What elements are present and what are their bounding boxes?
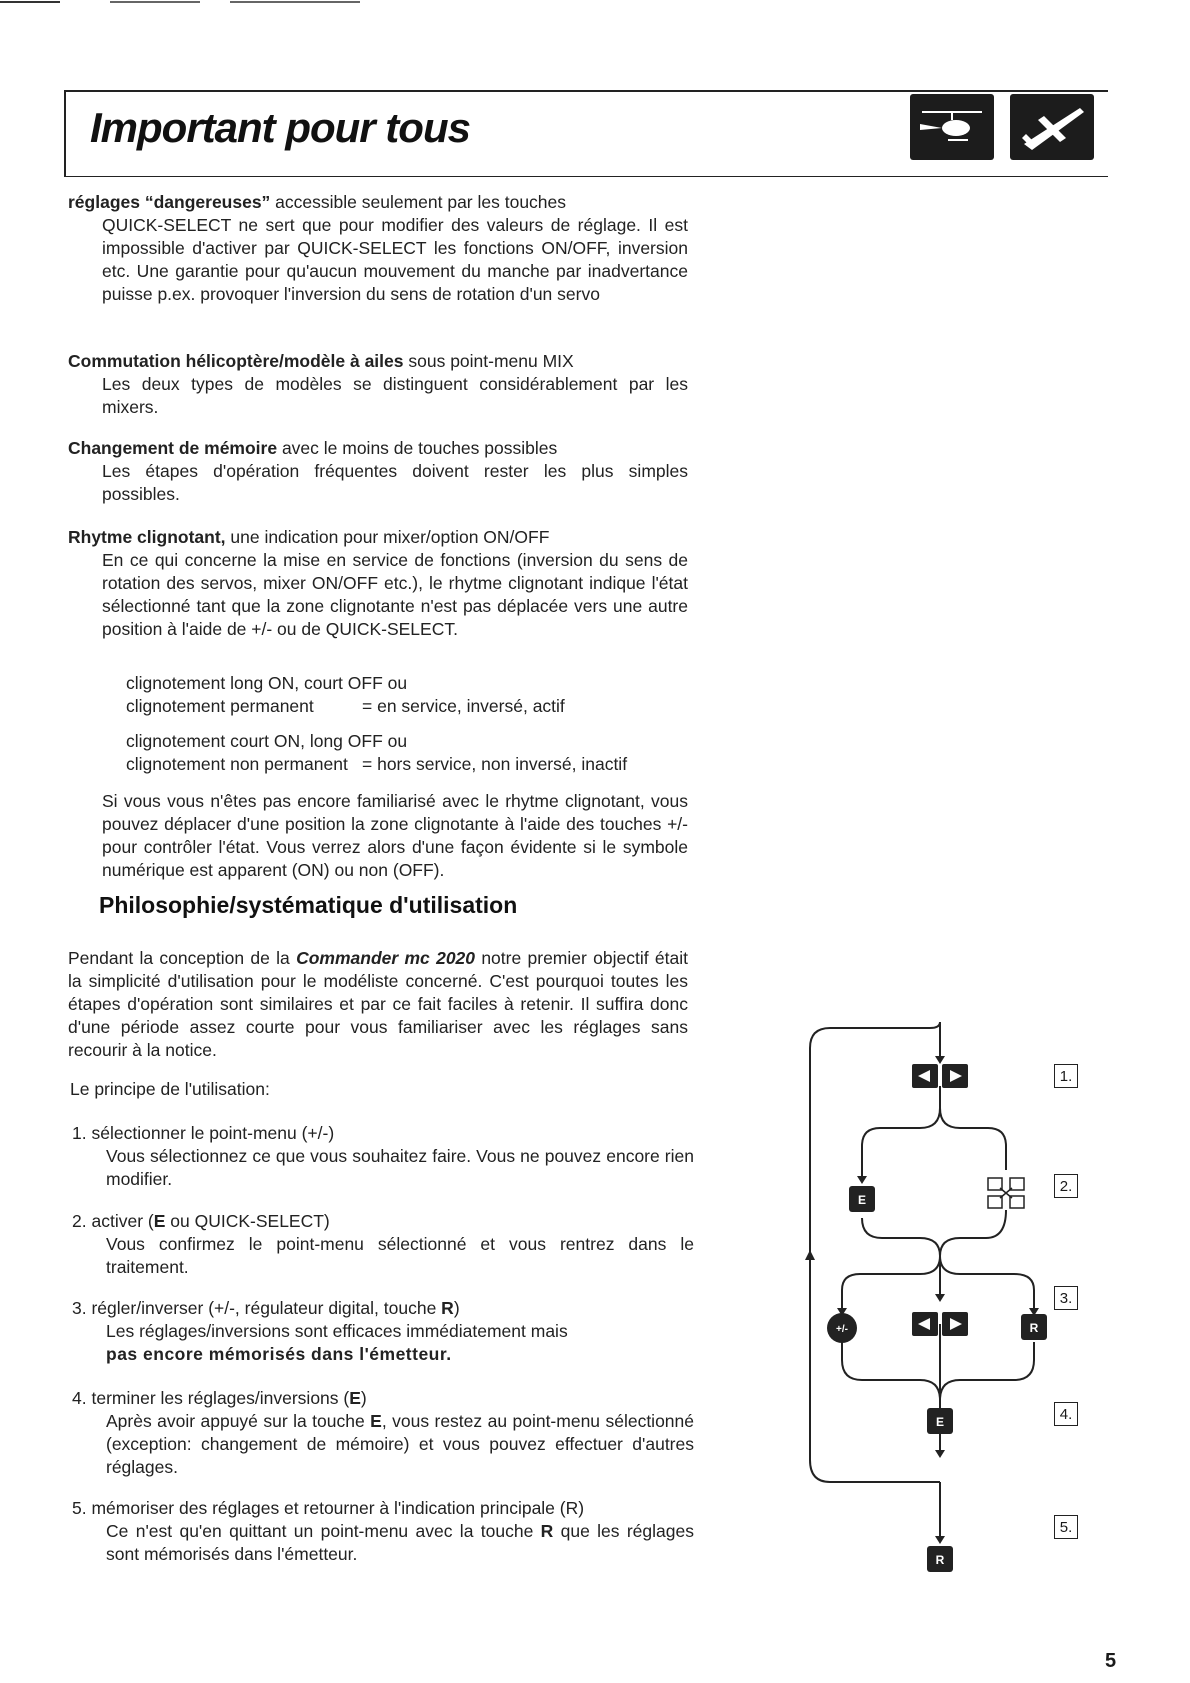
step-title: régler/inverser (+/-, régulateur digital, touche [91, 1298, 442, 1318]
step-3 [72, 1297, 694, 1366]
blink-note: Si vous vous n'êtes pas encore familiarisé avec le rhytme clignotant, vous pouvez déplacer d'une position la zone clignotante à l'aide des touches +/- pour contrôler l'état. Vous verrez alors d'une façon évidente si le symbole numérique est apparent (ON) ou non (OFF). [102, 791, 688, 880]
step-number: 4. [72, 1388, 87, 1408]
step-body: Vous confirmez le point-menu sélectionné et vous rentrez dans le traitement. [106, 1234, 694, 1277]
term: Changement de mémoire [68, 438, 278, 458]
key-r: R [441, 1298, 454, 1318]
digital-dial-icon [827, 1313, 857, 1343]
block-blink-rhythm [68, 526, 688, 641]
scan-marks [0, 0, 380, 6]
section-heading: Philosophie/systématique d'utilisation [99, 892, 518, 918]
r-key-3 [1021, 1314, 1047, 1340]
step-4 [72, 1387, 694, 1479]
block-model-switch [68, 350, 688, 419]
step-title: terminer les réglages/inversions ( [91, 1388, 350, 1408]
blink-line: clignotement non permanent [126, 754, 348, 774]
blink-line: clignotement court ON, long OFF ou [126, 731, 408, 751]
svg-text:E: E [857, 1193, 867, 1207]
page-title: Important pour tous [90, 104, 470, 151]
quick-select-icon [988, 1178, 1024, 1208]
section-intro [68, 947, 688, 1062]
block-body: Les étapes d'opération fréquentes doivent rester les plus simples possibles. [102, 461, 688, 504]
block-dangerous-settings [68, 191, 688, 306]
svg-text:+/-: +/- [836, 1324, 848, 1335]
lead: une indication pour mixer/option ON/OFF [225, 527, 550, 547]
step-body: Ce n'est qu'en quittant un point-menu avec la touche R que les réglages sont mémorisés dans l'émetteur. [106, 1521, 694, 1564]
e-key-2 [849, 1186, 875, 1212]
intro-text: Pendant la conception de la [68, 948, 297, 968]
blink-table-a [126, 672, 706, 718]
blink-table-b [126, 730, 706, 776]
blink-value: = en service, inversé, actif [362, 696, 565, 716]
step-number: 2. [72, 1211, 87, 1231]
step-number: 3. [72, 1298, 87, 1318]
flow-step-label: 1. [1054, 1064, 1078, 1088]
flow-step-label: 5. [1054, 1515, 1078, 1539]
step-body: Après avoir appuyé sur la touche E, vous restez au point-menu sélectionné (exception: changement de mémoire) et vous pouvez effectuer d'autres réglages. [106, 1411, 694, 1477]
block-body: QUICK-SELECT ne sert que pour modifier des valeurs de réglage. Il est impossible d'activer par QUICK-SELECT les fonctions ON/OFF, inversion etc. Une garantie pour qu'aucun mouvement du manche par inadvertance puisse p.ex. provoquer l'inversion du sens de rotation d'un servo [102, 215, 688, 304]
flow-step-label: 3. [1054, 1286, 1078, 1310]
step-title: ) [453, 1298, 460, 1318]
flow-step-label: 2. [1054, 1174, 1078, 1198]
step-title: activer ( [91, 1211, 154, 1231]
lead: accessible seulement par les touches [270, 192, 567, 212]
product-name: Commander mc 2020 [296, 948, 476, 968]
step-title: ) [360, 1388, 367, 1408]
block-body: Les deux types de modèles se distinguent considérablement par les mixers. [102, 374, 688, 417]
svg-text:R: R [935, 1553, 945, 1567]
blink-value: = hors service, non inversé, inactif [362, 754, 628, 774]
key-e: E [153, 1211, 166, 1231]
step-number: 1. [72, 1123, 87, 1143]
step-number: 5. [72, 1498, 87, 1518]
step-body: Les réglages/inversions sont efficaces immédiatement mais [106, 1321, 568, 1341]
key-e: E [349, 1388, 361, 1408]
step-1 [72, 1122, 694, 1191]
block-body: En ce qui concerne la mise en service de fonctions (inversion du sens de rotation des servos, mixer ON/OFF etc.), le rhytme clignotant indique l'état sélectionné tant que la zone clignotante n'est pas déplacée vers une autre position à l'aide de +/- ou de QUICK-SELECT. [102, 550, 688, 639]
step-title: ou QUICK-SELECT) [165, 1211, 330, 1231]
principle-label: Le principe de l'utilisation: [70, 1079, 270, 1099]
intro-text: notre premier objectif était la simplicité d'utilisation pour le modéliste concerné. C'est pourquoi toutes les étapes d'opération sont similaires et par ce fait faciles à retenir. Il suffira donc d'une période assez courte pour vous familiariser avec les réglages sans recourir à la notice. [68, 948, 688, 1060]
key-e: E [370, 1411, 382, 1431]
blink-line: clignotement long ON, court OFF ou [126, 673, 408, 693]
helicopter-icon [910, 94, 994, 160]
step-title: sélectionner le point-menu (+/-) [91, 1123, 335, 1143]
step-body: Vous sélectionnez ce que vous souhaitez faire. Vous ne pouvez encore rien modifier. [106, 1146, 694, 1189]
lead: sous point-menu MIX [403, 351, 574, 371]
key-r: R [540, 1521, 554, 1541]
airplane-icon [1010, 94, 1094, 160]
plus-minus-keys-1 [912, 1064, 968, 1088]
term: Commutation hélicoptère/modèle à ailes [68, 351, 404, 371]
term: réglages “dangereuses” [68, 192, 271, 212]
step-2 [72, 1210, 694, 1279]
svg-text:E: E [935, 1415, 945, 1429]
step-body-bold: pas encore mémorisés dans l'émetteur. [106, 1344, 452, 1364]
flow-step-label: 4. [1054, 1402, 1078, 1426]
lead: avec le moins de touches possibles [277, 438, 558, 458]
page-number: 5 [1105, 1650, 1117, 1672]
block-memory-change [68, 437, 688, 506]
e-key-4 [927, 1408, 953, 1434]
blink-line: clignotement permanent [126, 696, 314, 716]
r-key-5 [927, 1546, 953, 1572]
term: Rhytme clignotant, [68, 527, 226, 547]
step-5 [72, 1497, 694, 1566]
svg-text:R: R [1029, 1321, 1039, 1335]
step-title: mémoriser des réglages et retourner à l'indication principale (R) [91, 1498, 585, 1518]
